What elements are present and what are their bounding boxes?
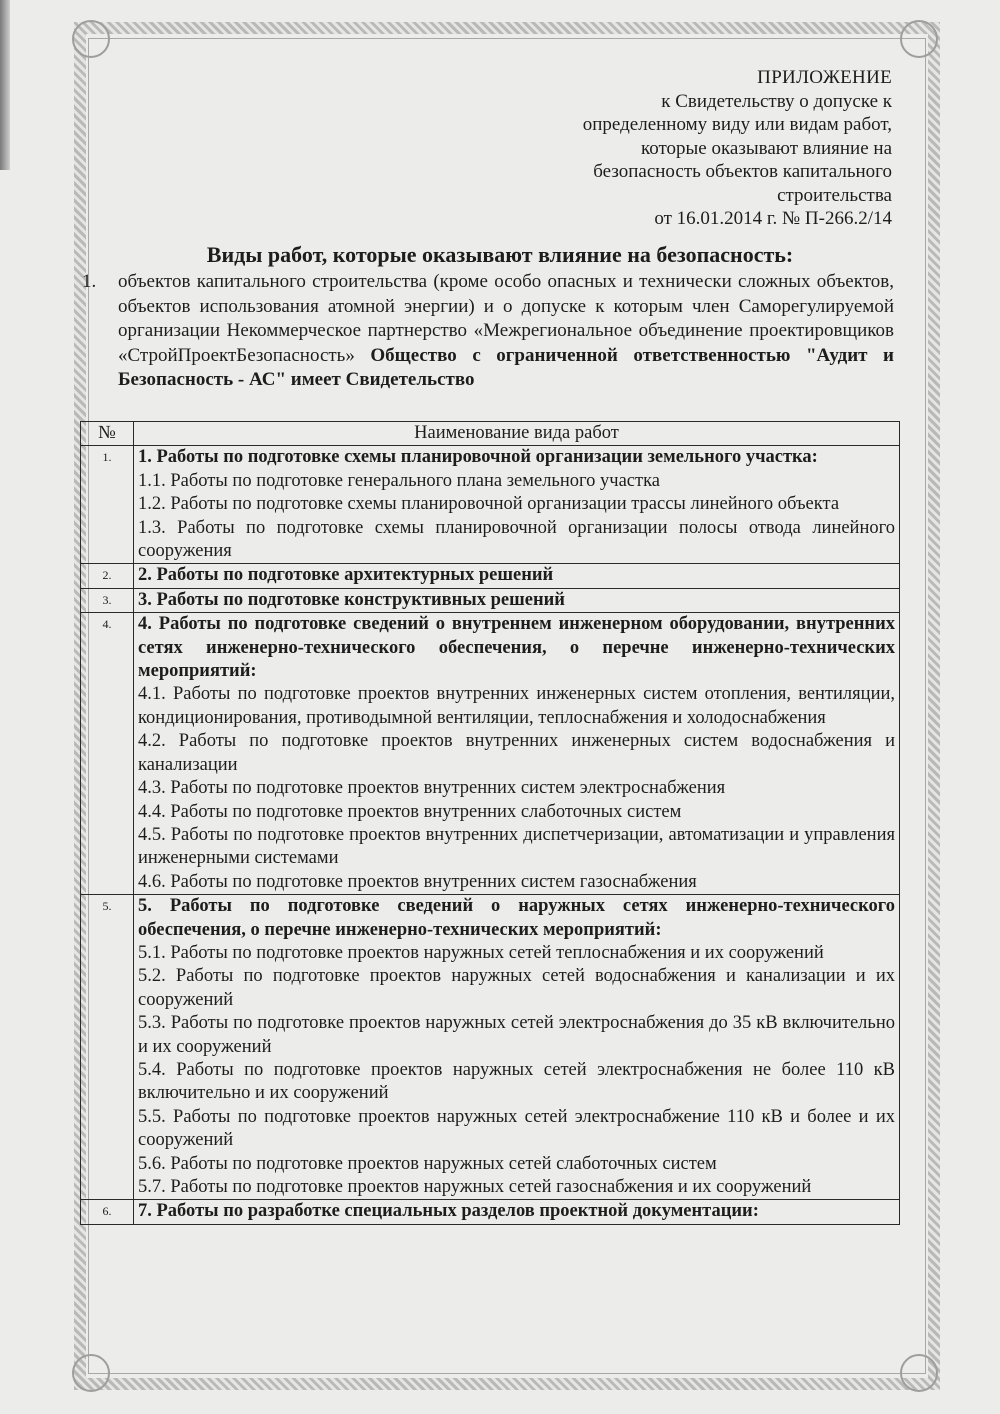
appendix-line: безопасность объектов капитального: [593, 161, 892, 182]
corner-ornament-icon: [72, 20, 110, 58]
table-row: [81, 588, 900, 612]
work-item: 5.4. Работы по подготовке проектов наружных сетей электроснабжения не более 110 кВ включительно и их сооружений: [138, 1059, 895, 1104]
appendix-line: которые оказывают влияние на: [640, 137, 892, 159]
corner-ornament-icon: [900, 20, 938, 58]
column-header-name: Наименование вида работ: [134, 422, 900, 446]
work-item: 5.1. Работы по подготовке проектов наружных сетей теплоснабжения и их сооружений: [138, 942, 824, 963]
work-item: 5.5. Работы по подготовке проектов наружных сетей электроснабжение 110 кВ и более и их сооружений: [138, 1106, 895, 1151]
work-group-title: 1. Работы по подготовке схемы планировочной организации земельного участка:: [138, 447, 818, 468]
corner-ornament-icon: [900, 1354, 938, 1392]
row-content: [134, 895, 900, 1200]
work-item: 5.7. Работы по подготовке проектов наружных сетей газоснабжения и их сооружений: [138, 1177, 812, 1197]
intro-paragraph: [82, 270, 894, 393]
work-item: 4.6. Работы по подготовке проектов внутренних систем газоснабжения: [138, 871, 697, 892]
table-body: [81, 446, 900, 1224]
table-row: [81, 1200, 900, 1224]
work-group-title: 7. Работы по разработке специальных разделов проектной документации:: [138, 1201, 759, 1222]
row-content: [134, 564, 900, 588]
intro-number: 1.: [82, 271, 97, 292]
row-content: [134, 588, 900, 612]
work-item: 5.2. Работы по подготовке проектов наружных сетей водоснабжения и канализации и их сооружений: [138, 966, 895, 1010]
row-content: [134, 1200, 900, 1224]
appendix-line: определенному виду или видам работ,: [582, 114, 892, 135]
work-group-title: 4. Работы по подготовке сведений о внутреннем инженерном оборудовании, внутренних сетях инженерно-технического обеспечения, о перечне инженерно-технических мероприятий:: [138, 614, 895, 682]
row-number: 4.: [81, 613, 134, 895]
work-item: 4.3. Работы по подготовке проектов внутренних систем электроснабжения: [138, 778, 726, 799]
organization-name: Общество с ограниченной ответственностью "Аудит и Безопасность - АС" имеет Свидетельство: [118, 344, 894, 390]
appendix-line: строительства: [777, 184, 892, 206]
appendix-date-number: от 16.01.2014 г. № П-266.2/14: [654, 208, 892, 229]
row-number: 6.: [81, 1200, 134, 1224]
appendix-line: к Свидетельству о допуске к: [661, 90, 892, 112]
works-table: [80, 421, 900, 1225]
work-group-title: 3. Работы по подготовке конструктивных решений: [138, 589, 565, 610]
table-row: [81, 564, 900, 588]
row-content: [134, 613, 900, 895]
intro-body: [118, 270, 894, 393]
appendix-title: ПРИЛОЖЕНИЕ: [757, 67, 892, 88]
work-group-title: 5. Работы по подготовке сведений о наружных сетях инженерно-технического обеспечения, о перечне инженерно-технических мероприятий:: [138, 896, 895, 940]
row-number: 5.: [81, 895, 134, 1200]
column-header-number: №: [81, 422, 134, 446]
work-item: 1.1. Работы по подготовке генерального плана земельного участка: [138, 470, 660, 491]
table-row: [81, 895, 900, 1200]
work-group-title: 2. Работы по подготовке архитектурных решений: [138, 565, 554, 586]
appendix-header: [512, 66, 892, 231]
corner-ornament-icon: [72, 1354, 110, 1392]
row-content: [134, 446, 900, 564]
row-number: 3.: [81, 588, 134, 612]
table-row: [81, 613, 900, 895]
work-item: 4.2. Работы по подготовке проектов внутренних инженерных систем водоснабжения и канализации: [138, 731, 895, 775]
work-item: 4.4. Работы по подготовке проектов внутренних слаботочных систем: [138, 801, 682, 822]
row-number: 1.: [81, 446, 134, 564]
work-item: 5.6. Работы по подготовке проектов наружных сетей слаботочных систем: [138, 1153, 717, 1174]
work-item: 1.2. Работы по подготовке схемы планировочной организации трассы линейного объекта: [138, 494, 840, 515]
row-number: 2.: [81, 564, 134, 588]
page-title: Виды работ, которые оказывают влияние на безопасность:: [206, 242, 794, 267]
intro-text: объектов капитального строительства (кроме особо опасных и технически сложных объектов, объектов использования атомной энергии) и о допуске к которым член Саморегулируемой организации Некоммерческое партнерство «Межрегиональное объединение проектировщиков «СтройПроектБезопасность»: [118, 271, 894, 366]
work-item: 1.3. Работы по подготовке схемы планировочной организации полосы отвода линейного сооружения: [138, 517, 895, 562]
work-item: 5.3. Работы по подготовке проектов наружных сетей электроснабжения до 35 кВ включительно и их сооружений: [138, 1013, 895, 1057]
work-item: 4.5. Работы по подготовке проектов внутренних диспетчеризации, автоматизации и управления инженерными системами: [138, 824, 895, 869]
table-row: [81, 446, 900, 564]
table-header-row: [81, 422, 900, 446]
work-item: 4.1. Работы по подготовке проектов внутренних инженерных систем отопления, вентиляции, кондиционирования, противодымной вентиляции, теплоснабжения и холодоснабжения: [138, 684, 895, 728]
